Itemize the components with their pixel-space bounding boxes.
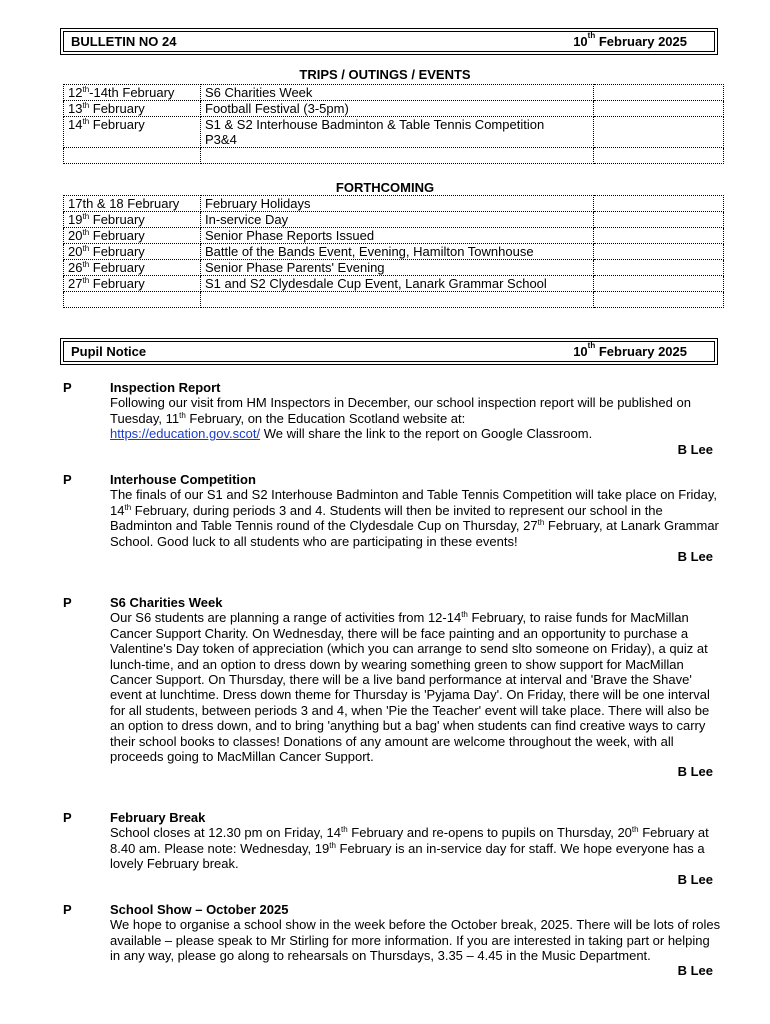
notice-school-show	[63, 902, 723, 978]
event-name: S1 & S2 Interhouse Badminton & Table Tennis Competition P3&4	[201, 117, 594, 148]
notice-s6-charities-week	[63, 595, 723, 780]
notice-title: S6 Charities Week	[110, 595, 223, 610]
notice-marker: P	[63, 595, 72, 610]
notice-title: Interhouse Competition	[110, 472, 256, 487]
table-row	[64, 212, 724, 228]
notice-marker: P	[63, 380, 72, 395]
event-date: 20th February	[64, 244, 201, 260]
notice-text: Following our visit from HM Inspectors in December, our school inspection report will be published on Tuesday, 11th February, on the Education Scotland website at: https://education.gov.scot/ We will share the link to the report on Google Classroom.	[110, 395, 691, 442]
bulletin-date: 10th February 2025	[573, 31, 687, 49]
event-date: 12th-14th February	[64, 85, 201, 101]
table-row	[64, 244, 724, 260]
notice-marker: P	[63, 810, 72, 825]
notice-february-break	[63, 810, 723, 887]
notice-signature: B Lee	[677, 962, 713, 978]
trips-heading: TRIPS / OUTINGS / EVENTS	[299, 67, 471, 82]
event-name: S6 Charities Week	[201, 85, 594, 101]
event-name: February Holidays	[201, 196, 594, 212]
event-date: 19th February	[64, 212, 201, 228]
forthcoming-table	[63, 195, 724, 308]
table-row	[64, 276, 724, 292]
table-row	[64, 148, 724, 164]
event-name: S1 and S2 Clydesdale Cup Event, Lanark Grammar School	[201, 276, 594, 292]
notice-marker: P	[63, 902, 72, 917]
event-name: Football Festival (3-5pm)	[201, 101, 594, 117]
pupil-notice-header	[63, 341, 715, 362]
notice-text: The finals of our S1 and S2 Interhouse Badminton and Table Tennis Competition will take place on Friday, 14th February, during periods 3 and 4. Students will then be invited to represent our school in the Badminton and Table Tennis round of the Clydesdale Cup on Thursday, 27th February, at Lanark Grammar School. Good luck to all students who are participating in these events!	[110, 487, 719, 549]
forthcoming-heading: FORTHCOMING	[335, 180, 435, 195]
notice-inspection-report	[63, 380, 723, 457]
event-date: 17th & 18 February	[64, 196, 201, 212]
notice-title: February Break	[110, 810, 206, 825]
table-row	[64, 101, 724, 117]
event-name: Senior Phase Reports Issued	[201, 228, 594, 244]
bulletin-header	[63, 31, 715, 52]
notice-text: School closes at 12.30 pm on Friday, 14th February and re-opens to pupils on Thursday, 20th February at 8.40 am. Please note: Wednesday, 19th February is an in-service day for staff. We hope everyone has a lovely February break.	[110, 825, 709, 872]
notice-title: Inspection Report	[110, 380, 221, 395]
event-date: 26th February	[64, 260, 201, 276]
pupil-notice-title: Pupil Notice	[71, 344, 147, 359]
event-date: 13th February	[64, 101, 201, 117]
pupil-notice-date: 10th February 2025	[573, 341, 687, 359]
trips-table	[63, 84, 724, 164]
table-row	[64, 292, 724, 308]
table-row	[64, 260, 724, 276]
notice-signature: B Lee	[677, 871, 713, 887]
bulletin-title: BULLETIN NO 24	[71, 34, 177, 49]
notice-text: Our S6 students are planning a range of activities from 12-14th February, to raise funds for MacMillan Cancer Support Charity. On Wednesday, there will be face painting and an opportunity to purchase a Valentine's Day token of appreciation (which you can arrange to send slto someone on Friday), a quiz at lunch-time, and an option to dress down by wearing something green to show support for MacMillan Cancer Support. On Thursday, there will be a live band performance at interval and 'Brave the Shave' event at lunchtime. Dress down theme for Thursday is 'Pyjama Day'. On Friday, there will be one interval for all students, between periods 3 and 4, when 'Pie the Teacher' event will take place. There will also be an option to dress down, and to bring 'anything but a bag' when students can find creative ways to carry their school books to classes! Donations of any amount are welcome throughout the week, with all proceeds going to MacMillan Cancer Support.	[110, 610, 710, 765]
education-scotland-link[interactable]: https://education.gov.scot/	[110, 426, 261, 442]
notice-signature: B Lee	[677, 764, 713, 780]
table-row	[64, 85, 724, 101]
event-name: In-service Day	[201, 212, 594, 228]
event-date: 20th February	[64, 228, 201, 244]
table-row	[64, 228, 724, 244]
table-row	[64, 117, 724, 148]
event-date: 27th February	[64, 276, 201, 292]
notice-interhouse-competition	[63, 472, 723, 564]
event-name: Battle of the Bands Event, Evening, Hamilton Townhouse	[201, 244, 594, 260]
notice-text: We hope to organise a school show in the week before the October break, 2025. There will be lots of roles available – please speak to Mr Stirling for more information. If you are interested in taking part or helping in any way, please go along to rehearsals on Thursdays, 3.35 – 4.45 in the Music Department.	[110, 917, 721, 964]
event-name: Senior Phase Parents' Evening	[201, 260, 594, 276]
notice-signature: B Lee	[677, 549, 713, 565]
notice-signature: B Lee	[677, 441, 713, 457]
event-date: 14th February	[64, 117, 201, 148]
notice-title: School Show – October 2025	[110, 902, 289, 917]
notice-marker: P	[63, 472, 72, 487]
table-row	[64, 196, 724, 212]
